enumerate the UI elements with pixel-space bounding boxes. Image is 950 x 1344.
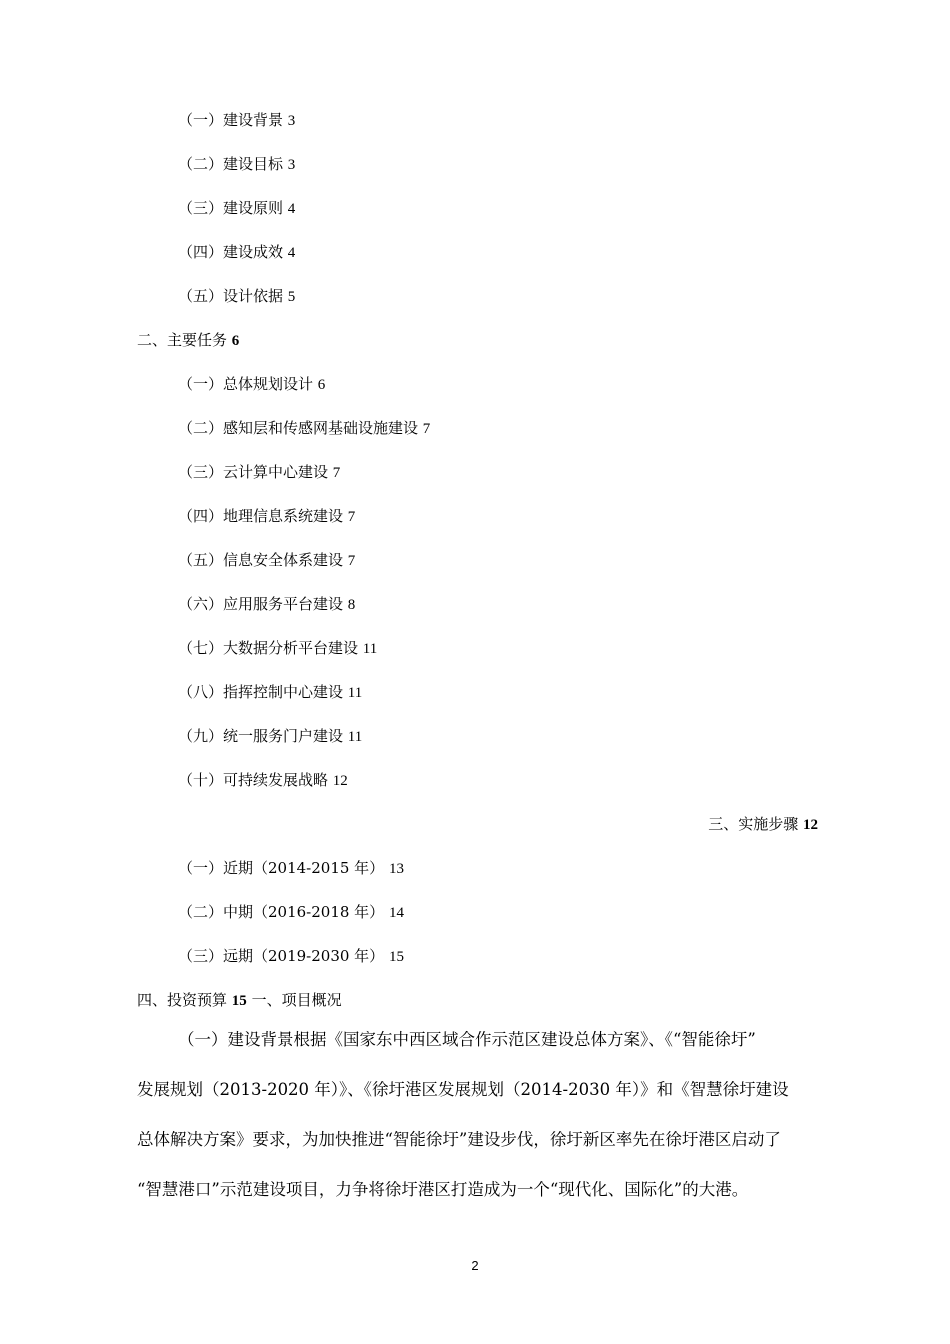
toc-label: （三）建设原则 xyxy=(178,199,284,217)
toc-label: （二）感知层和传感网基础设施建设 xyxy=(178,419,419,437)
toc-entry-1-2[interactable] xyxy=(178,154,295,175)
toc-label: （一）近期（2014-2015 年） xyxy=(178,859,385,877)
toc-page: 14 xyxy=(388,905,404,921)
toc-entry-1-3[interactable] xyxy=(178,198,295,219)
toc-label: （九）统一服务门户建设 xyxy=(178,727,344,745)
toc-label: 三、实施步骤 xyxy=(708,815,799,833)
page-number: 2 xyxy=(471,1258,479,1273)
toc-entry-1-1[interactable] xyxy=(178,110,295,131)
toc-entry-2-4[interactable] xyxy=(178,506,355,527)
toc-entry-2-1[interactable] xyxy=(178,374,325,395)
toc-page: 6 xyxy=(231,333,240,349)
toc-page: 15 xyxy=(231,993,247,1009)
toc-entry-2-6[interactable] xyxy=(178,594,355,615)
toc-page: 11 xyxy=(362,641,378,657)
toc-label: （二）建设目标 xyxy=(178,155,284,173)
toc-page: 3 xyxy=(287,157,296,173)
toc-entry-2-2[interactable] xyxy=(178,418,430,439)
toc-page: 8 xyxy=(347,597,356,613)
toc-label: （五）设计依据 xyxy=(178,287,284,305)
toc-entry-4[interactable] xyxy=(137,990,342,1011)
toc-page: 11 xyxy=(347,685,363,701)
body-paragraph xyxy=(137,1015,827,1215)
toc-label: （十）可持续发展战略 xyxy=(178,771,329,789)
toc-entry-3-1[interactable] xyxy=(178,858,404,879)
toc-label: （三）远期（2019-2030 年） xyxy=(178,947,385,965)
toc-label: （一）建设背景 xyxy=(178,111,284,129)
toc-page: 7 xyxy=(332,465,341,481)
toc-label: （四）建设成效 xyxy=(178,243,284,261)
toc-label: （一）总体规划设计 xyxy=(178,375,314,393)
toc-entry-2-7[interactable] xyxy=(178,638,377,659)
section-heading: 一、项目概况 xyxy=(251,991,342,1009)
toc-page: 7 xyxy=(347,509,356,525)
toc-label: 二、主要任务 xyxy=(137,331,228,349)
toc-entry-2-9[interactable] xyxy=(178,726,362,747)
toc-label: （五）信息安全体系建设 xyxy=(178,551,344,569)
toc-page: 7 xyxy=(422,421,431,437)
paragraph-line: “智慧港口”示范建设项目，力争将徐圩港区打造成为一个“现代化、国际化”的大港。 xyxy=(137,1180,749,1199)
toc-page: 6 xyxy=(317,377,326,393)
toc-page: 3 xyxy=(287,113,296,129)
toc-page: 4 xyxy=(287,201,296,217)
paragraph-line: （一）建设背景根据《国家东中西区域合作示范区建设总体方案》、《“智能徐圩” xyxy=(178,1030,756,1049)
toc-entry-2-8[interactable] xyxy=(178,682,362,703)
toc-page: 11 xyxy=(347,729,363,745)
toc-page: 7 xyxy=(347,553,356,569)
toc-page: 5 xyxy=(287,289,296,305)
toc-entry-1-4[interactable] xyxy=(178,242,295,263)
toc-page: 13 xyxy=(388,861,404,877)
toc-page: 12 xyxy=(332,773,348,789)
toc-label: （八）指挥控制中心建设 xyxy=(178,683,344,701)
toc-label: （四）地理信息系统建设 xyxy=(178,507,344,525)
toc-entry-3-2[interactable] xyxy=(178,902,404,923)
toc-entry-1-5[interactable] xyxy=(178,286,295,307)
toc-label: 四、投资预算 xyxy=(137,991,228,1009)
toc-label: （二）中期（2016-2018 年） xyxy=(178,903,385,921)
toc-entry-3[interactable] xyxy=(708,814,818,835)
toc-page: 15 xyxy=(388,949,404,965)
toc-entry-2[interactable] xyxy=(137,330,239,351)
toc-label: （七）大数据分析平台建设 xyxy=(178,639,359,657)
toc-page: 4 xyxy=(287,245,296,261)
paragraph-line: 总体解决方案》要求，为加快推进“智能徐圩”建设步伐，徐圩新区率先在徐圩港区启动了 xyxy=(137,1130,781,1149)
toc-entry-2-10[interactable] xyxy=(178,770,348,791)
toc-page: 12 xyxy=(803,817,818,833)
toc-entry-2-5[interactable] xyxy=(178,550,355,571)
toc-entry-2-3[interactable] xyxy=(178,462,340,483)
toc-label: （三）云计算中心建设 xyxy=(178,463,329,481)
toc-label: （六）应用服务平台建设 xyxy=(178,595,344,613)
paragraph-line: 发展规划（2013-2020 年）》、《徐圩港区发展规划（2014-2030 年）》和《智慧徐圩建设 xyxy=(137,1080,789,1099)
toc-entry-3-3[interactable] xyxy=(178,946,404,967)
